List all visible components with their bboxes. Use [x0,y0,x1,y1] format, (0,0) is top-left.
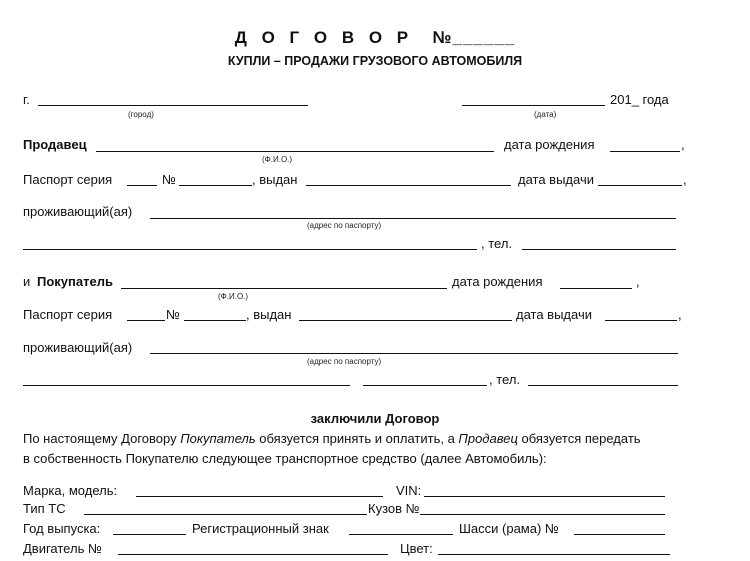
year-label: Год выпуска: [23,521,101,536]
buyer-fio-hint: (Ф.И.О.) [218,292,249,301]
document-title [0,28,750,48]
seller-birth-field[interactable] [610,151,680,152]
buyer-birth-label: дата рождения [452,274,543,289]
intro-seller-term: Продавец [458,431,518,446]
buyer-prefix: и [23,274,31,289]
body-label: Кузов № [368,501,420,516]
intro-text: По настоящему Договору [23,431,181,446]
seller-passport-label: Паспорт серия [23,172,113,187]
vin-label: VIN: [396,483,422,498]
year-field[interactable] [113,534,186,535]
seller-fio-field[interactable] [96,151,494,152]
buyer-issued-label: , выдан [246,307,292,322]
reg-sign-field[interactable] [349,534,453,535]
comma: , [636,274,640,289]
chassis-label: Шасси (рама) № [459,521,559,536]
city-prefix: г. [23,92,30,107]
color-field[interactable] [438,554,670,555]
date-field[interactable] [462,105,605,106]
make-model-label: Марка, модель: [23,483,118,498]
city-field[interactable] [38,105,308,106]
comma: , [683,172,687,187]
engine-label: Двигатель № [23,541,102,556]
seller-fio-hint: (Ф.И.О.) [262,155,293,164]
seller-birth-label: дата рождения [504,137,595,152]
year-label: 201_ года [610,92,669,107]
engine-field[interactable] [118,554,388,555]
make-model-field[interactable] [136,496,383,497]
buyer-birth-field[interactable] [560,288,632,289]
chassis-field[interactable] [574,534,665,535]
concluded-heading: заключили Договор [310,411,440,426]
intro-buyer-term: Покупатель [180,431,256,446]
buyer-issued-field[interactable] [299,320,512,321]
buyer-passport-series-field[interactable] [127,320,165,321]
seller-phone-field[interactable] [522,249,676,250]
document-subtitle: КУПЛИ – ПРОДАЖИ ГРУЗОВОГО АВТОМОБИЛЯ [227,54,523,68]
seller-address-field-2[interactable] [23,249,477,250]
seller-label: Продавец [23,137,87,152]
seller-issued-label: , выдан [252,172,298,187]
title-text: Д О Г О В О Р [234,28,414,47]
buyer-phone-label: , тел. [489,372,521,387]
vehicle-type-field[interactable] [84,514,367,515]
body-field[interactable] [420,514,665,515]
buyer-address-field-3[interactable] [363,385,487,386]
buyer-phone-field[interactable] [528,385,678,386]
seller-issued-field[interactable] [306,185,511,186]
reg-sign-label: Регистрационный знак [192,521,329,536]
date-hint: (дата) [534,110,557,119]
seller-passport-series-field[interactable] [127,185,157,186]
intro-line-1 [23,429,723,449]
vehicle-type-label: Тип ТС [23,501,66,516]
buyer-passport-number-field[interactable] [184,320,246,321]
buyer-issue-date-field[interactable] [605,320,677,321]
seller-address-hint: (адрес по паспорту) [307,221,382,230]
buyer-address-field[interactable] [150,353,678,354]
contract-number: №______ [432,28,516,47]
seller-number-sign: № [162,172,176,187]
seller-passport-number-field[interactable] [179,185,252,186]
comma: , [681,137,685,152]
buyer-address-hint: (адрес по паспорту) [307,357,382,366]
seller-residing-label: проживающий(ая) [23,204,133,219]
seller-phone-label: , тел. [481,236,513,251]
buyer-label: Покупатель [37,274,113,289]
comma: , [678,307,682,322]
buyer-fio-field[interactable] [121,288,447,289]
vin-field[interactable] [424,496,665,497]
color-label: Цвет: [400,541,433,556]
city-hint: (город) [128,110,154,119]
seller-issue-date-field[interactable] [598,185,682,186]
buyer-residing-label: проживающий(ая) [23,340,133,355]
intro-text: обязуется передать [517,431,641,446]
seller-address-field[interactable] [150,218,676,219]
buyer-issue-date-label: дата выдачи [516,307,592,322]
buyer-address-field-2[interactable] [23,385,350,386]
buyer-passport-label: Паспорт серия [23,307,113,322]
intro-text: обязуется принять и оплатить, а [255,431,459,446]
buyer-number-sign: № [166,307,180,322]
seller-issue-date-label: дата выдачи [518,172,594,187]
intro-line-2: в собственность Покупателю следующее транспортное средство (далее Автомобиль): [23,451,547,466]
